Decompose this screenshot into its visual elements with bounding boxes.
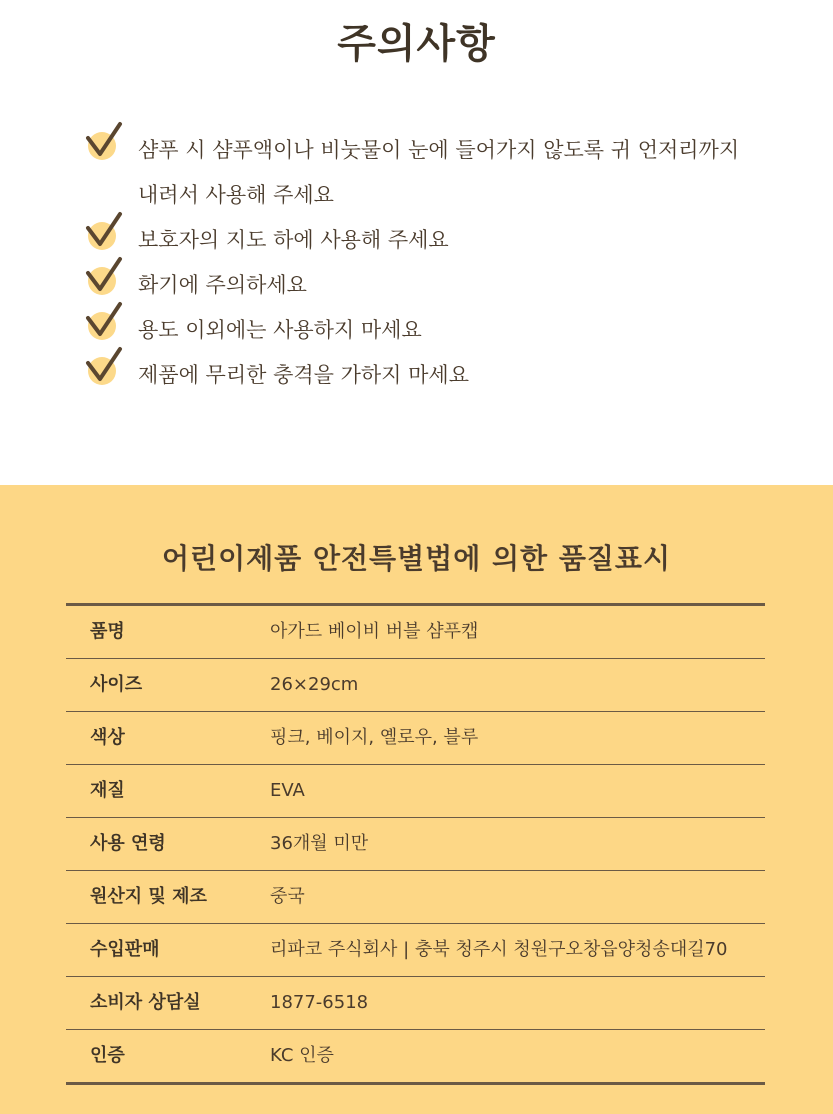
checkmark-icon — [84, 345, 126, 389]
row-label: 재질 — [90, 780, 125, 801]
caution-text: 내려서 사용해 주세요 — [138, 183, 334, 207]
checkmark-icon — [84, 120, 126, 164]
table-row — [66, 818, 765, 871]
checkmark-icon — [84, 300, 126, 344]
table-row — [66, 659, 765, 712]
row-value: KC 인증 — [270, 1045, 334, 1066]
table-row — [66, 871, 765, 924]
caution-text: 용도 이외에는 사용하지 마세요 — [138, 318, 422, 342]
row-label: 색상 — [90, 727, 125, 748]
row-label: 사이즈 — [90, 674, 143, 695]
table-row — [66, 765, 765, 818]
row-value: 1877-6518 — [270, 992, 369, 1013]
quality-title: 어린이제품 안전특별법에 의한 품질표시 — [161, 542, 672, 575]
checkmark-icon — [84, 210, 126, 254]
table-row — [66, 924, 765, 977]
row-label: 품명 — [90, 621, 125, 642]
row-label: 원산지 및 제조 — [90, 886, 207, 907]
row-value: 아가드 베이비 버블 샴푸캡 — [270, 621, 479, 642]
table-row — [66, 606, 765, 659]
caution-text: 보호자의 지도 하에 사용해 주세요 — [138, 228, 449, 252]
row-value: 리파코 주식회사 | 충북 청주시 청원구오창읍양청송대길70 — [270, 939, 728, 960]
cautions-section — [0, 0, 833, 485]
caution-text: 화기에 주의하세요 — [138, 273, 307, 297]
table-row — [66, 712, 765, 765]
row-label: 인증 — [90, 1045, 125, 1066]
caution-text: 샴푸 시 샴푸액이나 비눗물이 눈에 들어가지 않도록 귀 언저리까지 — [138, 138, 740, 162]
caution-text: 제품에 무리한 충격을 가하지 마세요 — [138, 363, 469, 387]
cautions-title: 주의사항 — [337, 14, 496, 74]
table-row — [66, 977, 765, 1030]
row-value: 핑크, 베이지, 옐로우, 블루 — [270, 727, 479, 748]
row-label: 사용 연령 — [90, 833, 166, 854]
row-value: EVA — [270, 780, 305, 801]
checkmark-icon — [84, 255, 126, 299]
row-label: 수입판매 — [90, 939, 160, 960]
quality-table — [66, 603, 765, 1085]
table-row — [66, 1030, 765, 1082]
row-value: 26×29cm — [270, 674, 359, 695]
row-label: 소비자 상담실 — [90, 992, 201, 1013]
row-value: 36개월 미만 — [270, 833, 369, 854]
quality-section — [0, 485, 833, 1114]
row-value: 중국 — [270, 886, 305, 907]
